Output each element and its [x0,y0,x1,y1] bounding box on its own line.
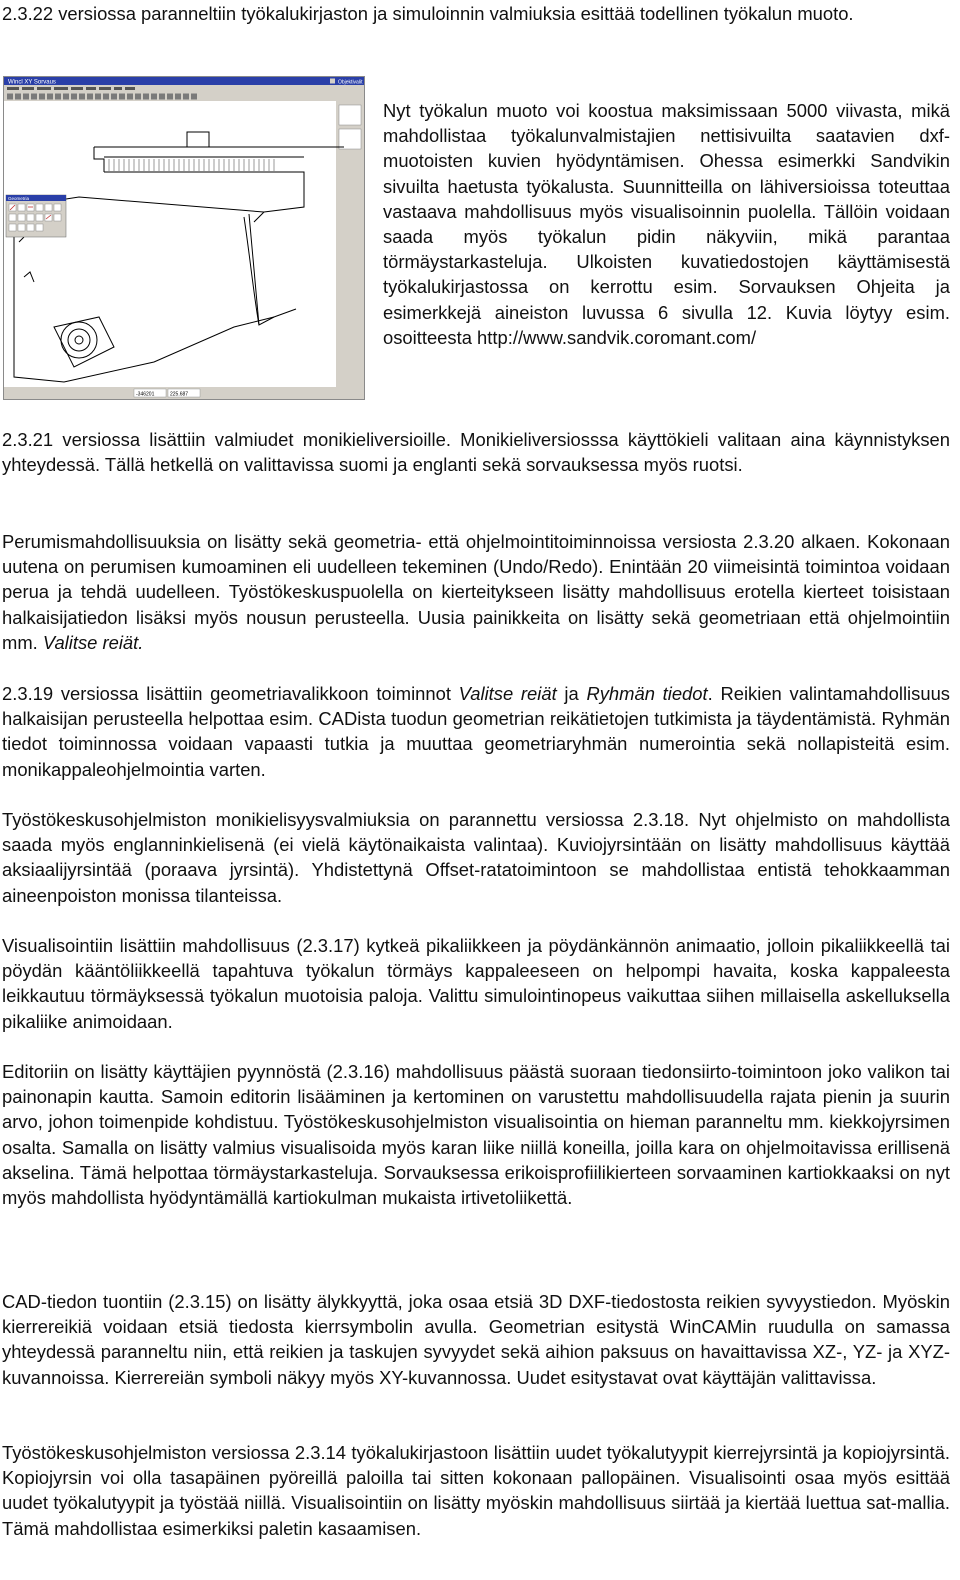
palette-title: Geometria [8,196,30,201]
paragraph-undo-redo [2,529,950,655]
minimize-icon [330,79,335,84]
p2319-italic-2: Ryhmän tiedot [586,683,708,704]
window-title: Wincl XY Sorvaus [8,79,56,86]
paragraph-tool-shape: Nyt työkalun muoto voi koostua maksimissaan 5000 viivasta, mikä mahdollistaa työkalunvalmistajien nettisivuilta saatavien dxf-muotoisten kuvien hyödyntämisen. Ohessa esimerkki Sandvikin sivuilta haetusta työkalusta. Suunnitteilla on lähiversioissa toteuttaa vastaava mahdollisuus myös visualisoinnin puolella. Tällöin voidaan saada myös työkalun pidin näkyviin, mikä parantaa törmäystarkasteluja. Ulkoisten kuvatiedostojen käyttämisestä työkalukirjastossa on kerrottu esim. Sorvauksen Ohjeita ja esimerkkejä aineiston luvussa 6 sivulla 12. Kuvia löytyy esim. osoitteesta http://www.sandvik.coromant.com/ [383,100,950,348]
drawing-canvas [4,101,336,387]
p2319-c: . Reikien valintamahdollisuus halkaisijan perusteella helpottaa esim. CADista tuodun geometrian reikätietojen tutkimista ja täydentämistä. Ryhmän tiedot toiminnossa voidaan vapaasti tutkia ja muuttaa geometriaryhmän numerointia sekä nollapisteitä esim. monikappaleohjelmointia varten. [2,683,950,780]
paragraph-2315: CAD-tiedon tuontiin (2.3.15) on lisätty älykkyyttä, joka osaa etsiä 3D DXF-tiedostosta reikien syvyystiedon. Myöskin kierrereikiä voidaan etsiä tiedosta kierrsymbolin avulla. Geometrian esitystä WinCAMin ruudulla on samassa yhteydessä paranneltu niin, että reikien ja taskujen syvyydet sekä aihion paksuus on havaittavissa XZ-, YZ- ja XYZ-kuvannoissa. Kierrereiän symboli näkyy myös XY-kuvannossa. Uudet esitystavat ovat käyttäjän valittavissa. [2,1291,950,1388]
paragraph-2321: 2.3.21 versiossa lisättiin valmiudet monikieliversioille. Monikieliversiosssa käyttökieli valitaan aina käynnistyksen yhteydessä. Tällä hetkellä on valittavissa suomi ja englanti sekä sorvauksessa myös ruotsi. [2,429,950,476]
paragraph-2317: Visualisointiin lisättiin mahdollisuus (2.3.17) kytkeä pikaliikkeen ja pöydänkännön animaatio, jolloin pikaliikkeellä tai pöydän kääntöliikkeellä tapahtuva työkalun törmäys kappaleeseen on helpompi havaita, koska kappaleesta leikkautuu törmäyksessä työkalun muotoisia paloja. Valittu simulointinopeus vaikuttaa siihen millaisella askelluksella pikaliike animoidaan. [2,935,950,1032]
tool-screenshot [3,76,365,400]
status-x: -346201 [136,391,155,398]
paragraph-2314: Työstökeskusohjelmiston versiossa 2.3.14 työkalukirjastoon lisättiin uudet työkalutyypit kierrejyrsintä ja kopiojyrsintä. Kopiojyrsin voi olla tasapäinen pyöreillä paloilla tai sitten kokonaan pallopäinen. Visualisointi osaa myös esittää uudet työkalutyypit ja työstää niillä. Visualisointiin on lisätty myöskin mahdollisuus siirtää ja kiertää luettua sat-mallia. Tämä mahdollistaa esimerkiksi paletin kasaamisen. [2,1442,950,1539]
geometry-palette [6,195,66,237]
p2319-a: 2.3.19 versiossa lisättiin geometriavalikkoon toiminnot [2,683,459,704]
status-y: 225.687 [170,391,189,398]
paragraph-2322: 2.3.22 versiossa paranneltiin työkalukirjaston ja simuloinnin valmiuksia esittää todellinen työkalun muoto. [2,3,854,24]
panel-title: Objektivalit [338,79,363,86]
paragraph-2316: Editoriin on lisätty käyttäjien pyynnöstä (2.3.16) mahdollisuus päästä suoraan tiedonsiirto-toimintoon joko valikon tai painonapin kautta. Samoin editorin lisääminen ja kertominen on varustettu mahdollisuudella rajata pienin ja suurin arvo, johon toimenpide kohdistuu. Työstökeskusohjelmiston visualisointia on hieman paranneltu mm. kiekkojyrsimen osalta. Samalla on lisätty valmius visualisoida myös karan liike niillä koneilla, joilla kara on ohjelmoitavissa erillisenä akselina. Tämä helpottaa törmäystarkasteluja. Sorvauksessa erikoisprofiilikierteen sorvaaminen kartiokkaaksi on nyt myös mahdollista hyödyntämällä kartiokulman mukaista irtivetoliikettä. [2,1061,950,1209]
undo-text: Perumismahdollisuuksia on lisätty sekä geometria- että ohjelmointitoiminnoissa versiosta 2.3.20 alkaen. Kokonaan uutena on perumisen kumoaminen eli uudelleen tekeminen (Undo/Redo). Enintään 20 viimeisintä toimintoa voidaan perua ja tehdä uudelleen. Työstökeskuspuolella on kierteitykseen lisätty mahdollisuus erotella kierteet toisistaan halkaisijatiedon lisäksi myös nousun perusteella. Uusia painikkeita on lisätty sekä geometriaan että ohjelmointiin mm. [2,531,950,653]
p2319-b: ja [556,683,587,704]
paragraph-2318: Työstökeskusohjelmiston monikielisyysvalmiuksia on parannettu versiossa 2.3.18. Nyt ohjelmisto on mahdollista saada myös englanninkielisenä (ei vielä käytönaikaista valintaa). Kuviojyrsintään on lisätty mahdollisuus käyttää aksiaalijyrsintää (poraava jyrsintä). Yhdistettynä Offset-ratatoimintoon se mahdollistaa entistä tehokkaamman aineenpoiston monissa tilanteissa. [2,809,950,906]
undo-italic: Valitse reiät. [42,631,144,653]
paragraph-2319 [2,681,950,782]
menu-items [7,87,135,90]
window-titlebar [4,77,364,85]
p2319-italic-1: Valitse reiät [458,683,557,704]
